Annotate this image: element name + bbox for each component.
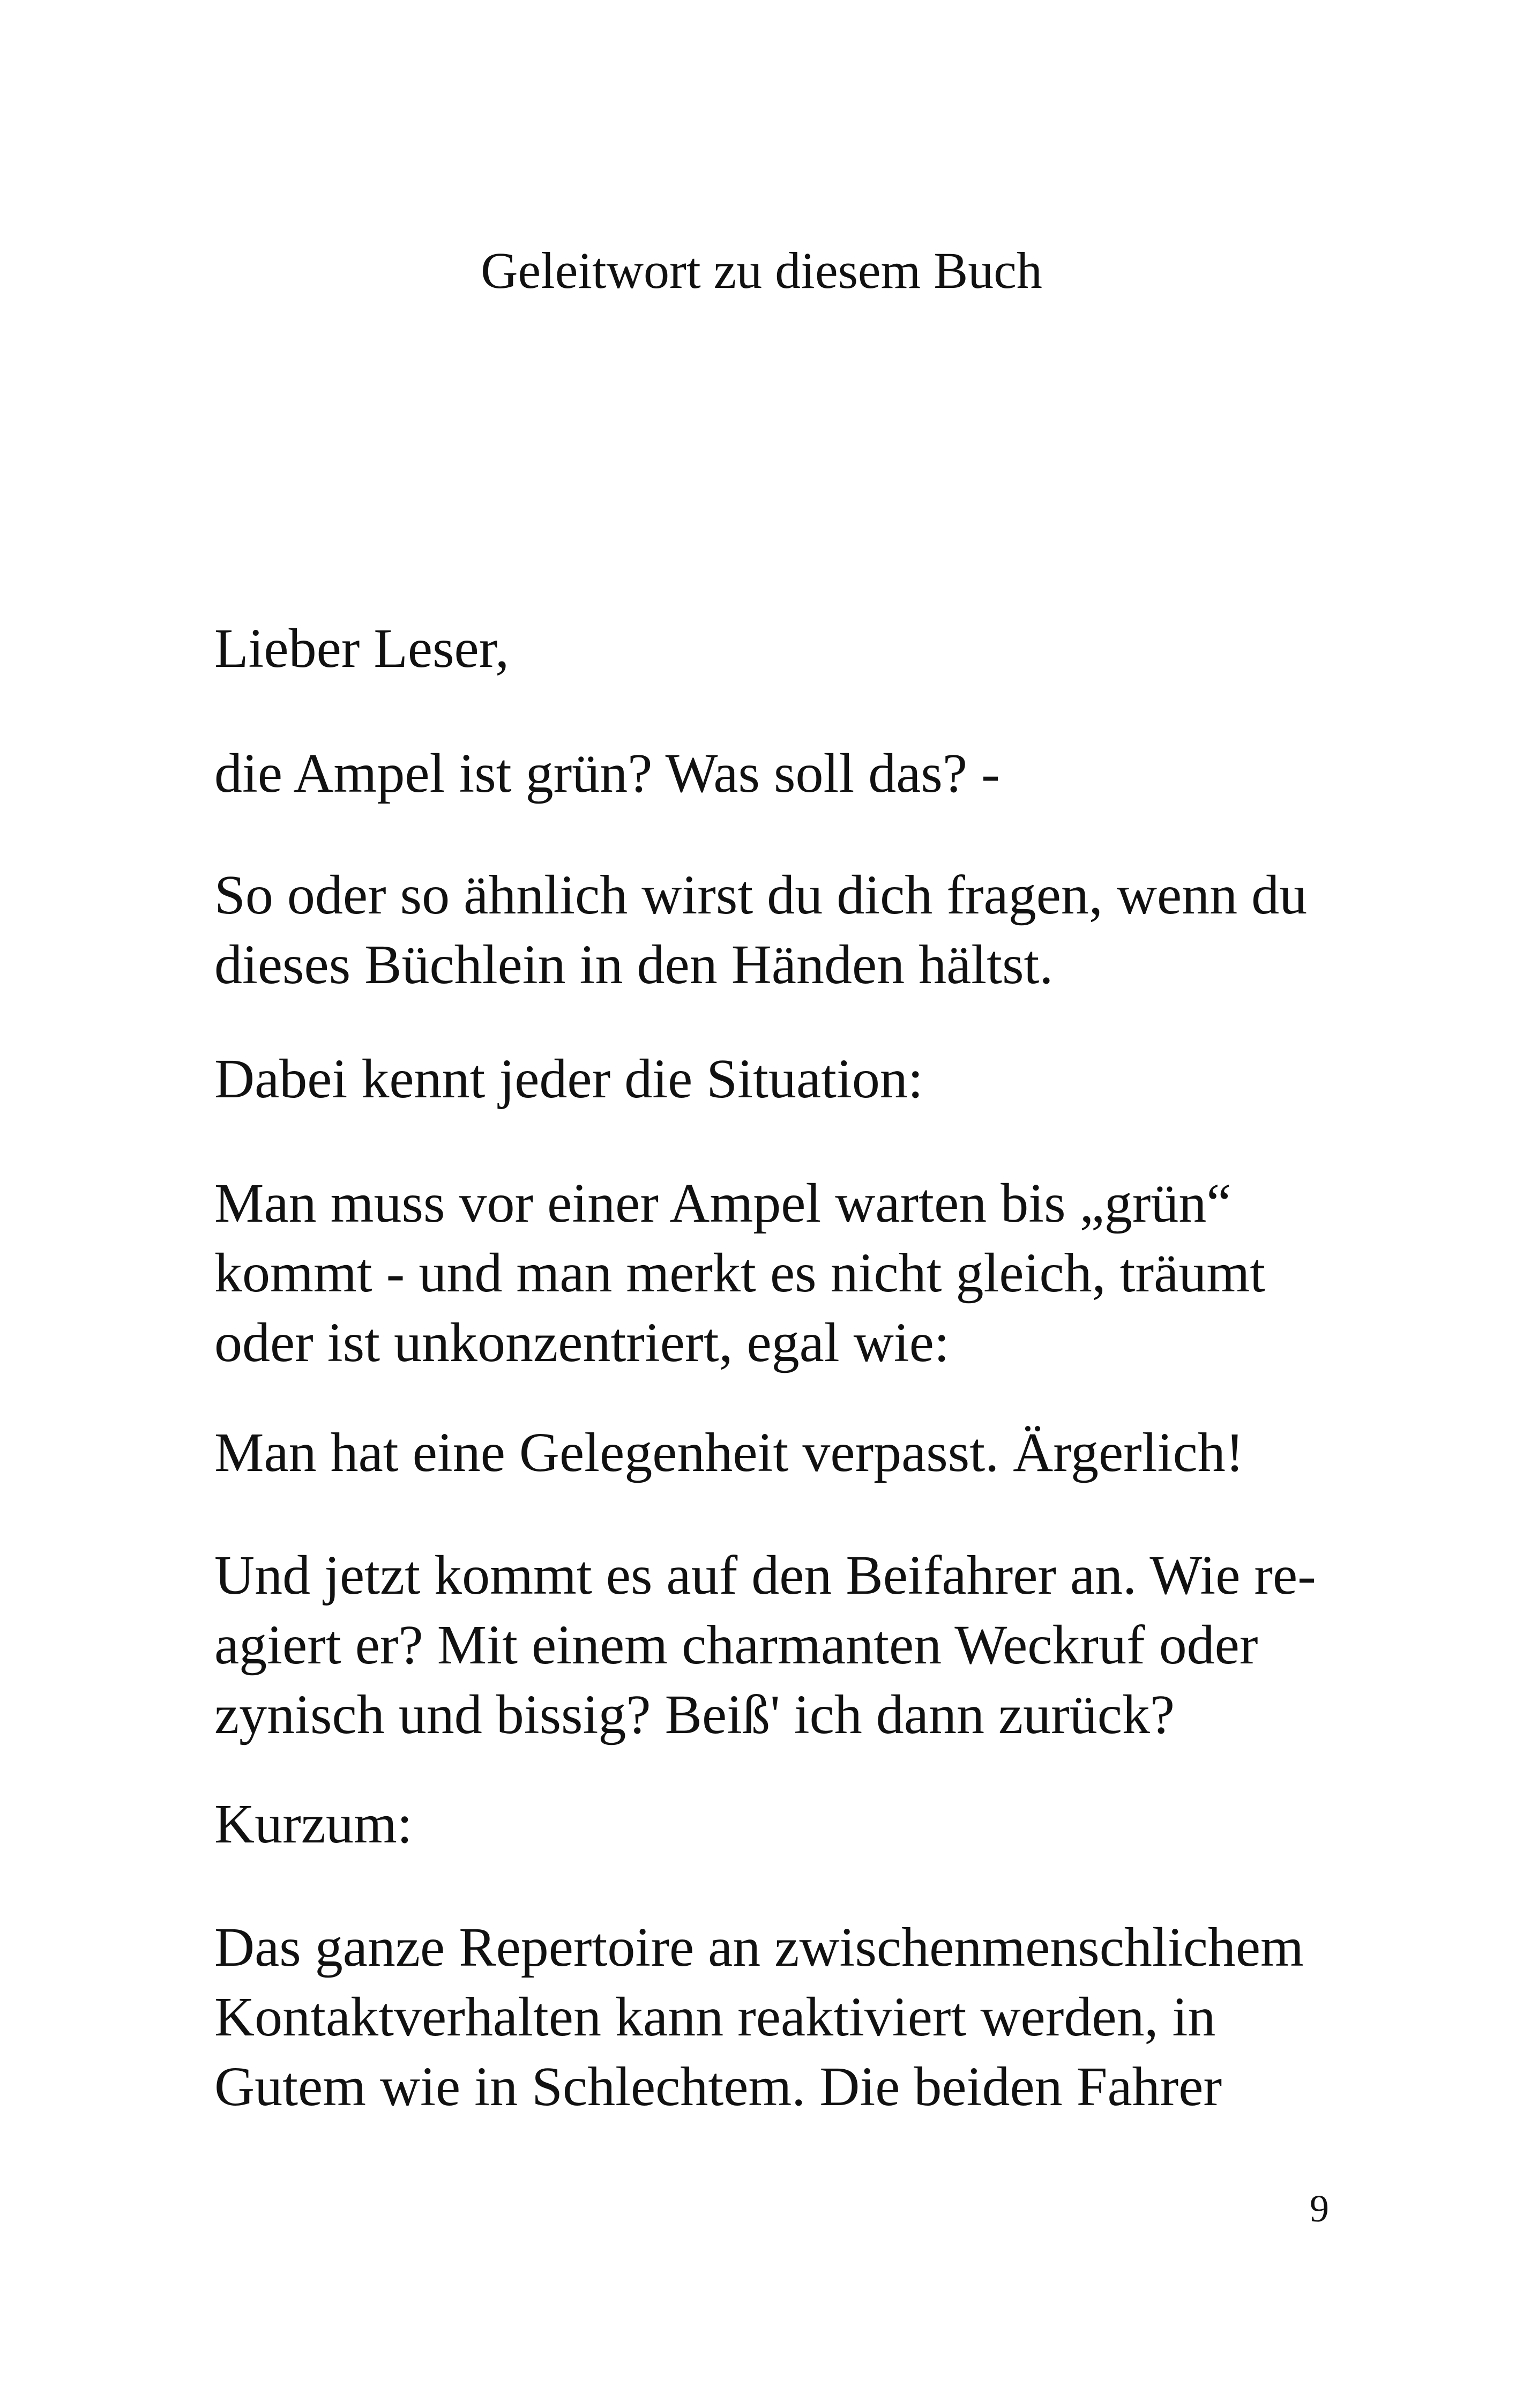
paragraph-4	[214, 1044, 1329, 1114]
text-line: zynisch und bissig? Beiß' ich dann zurück?	[214, 1684, 1175, 1745]
paragraph-1	[214, 614, 1329, 683]
text-line: oder ist unkonzentriert, egal wie:	[214, 1312, 950, 1373]
paragraph-7	[214, 1541, 1329, 1750]
text-line: Kontaktverhalten kann reaktiviert werden, in	[214, 1986, 1216, 2048]
paragraph-5	[214, 1169, 1329, 1378]
text-line: Und jetzt kommt es auf den Beifahrer an. Wie re-	[214, 1544, 1316, 1606]
text-line: Das ganze Repertoire an zwischenmenschlichem	[214, 1916, 1304, 1978]
text-line: kommt - und man merkt es nicht gleich, träumt	[214, 1242, 1266, 1304]
text-line: Dabei kennt jeder die Situation:	[214, 1048, 923, 1110]
paragraph-6	[214, 1418, 1329, 1488]
paragraph-3	[214, 860, 1329, 1000]
text-line: Gutem wie in Schlechtem. Die beiden Fahrer	[214, 2056, 1222, 2117]
chapter-title: Geleitwort zu diesem Buch	[481, 242, 1042, 299]
text-line: Man hat eine Gelegenheit verpasst. Ärgerlich!	[214, 1422, 1244, 1483]
page-number: 9	[1310, 2187, 1329, 2230]
paragraph-8	[214, 1789, 1329, 1859]
text-line: So oder so ähnlich wirst du dich fragen, wenn du	[214, 864, 1308, 926]
text-line: Lieber Leser,	[214, 618, 510, 679]
paragraph-2	[214, 739, 1329, 808]
text-line: Man muss vor einer Ampel warten bis „grün“	[214, 1172, 1231, 1234]
text-line: Kurzum:	[214, 1793, 413, 1855]
text-line: die Ampel ist grün? Was soll das? -	[214, 742, 1000, 804]
text-line: agiert er? Mit einem charmanten Weckruf oder	[214, 1614, 1258, 1676]
text-line: dieses Büchlein in den Händen hältst.	[214, 934, 1054, 995]
paragraph-9	[214, 1913, 1329, 2122]
